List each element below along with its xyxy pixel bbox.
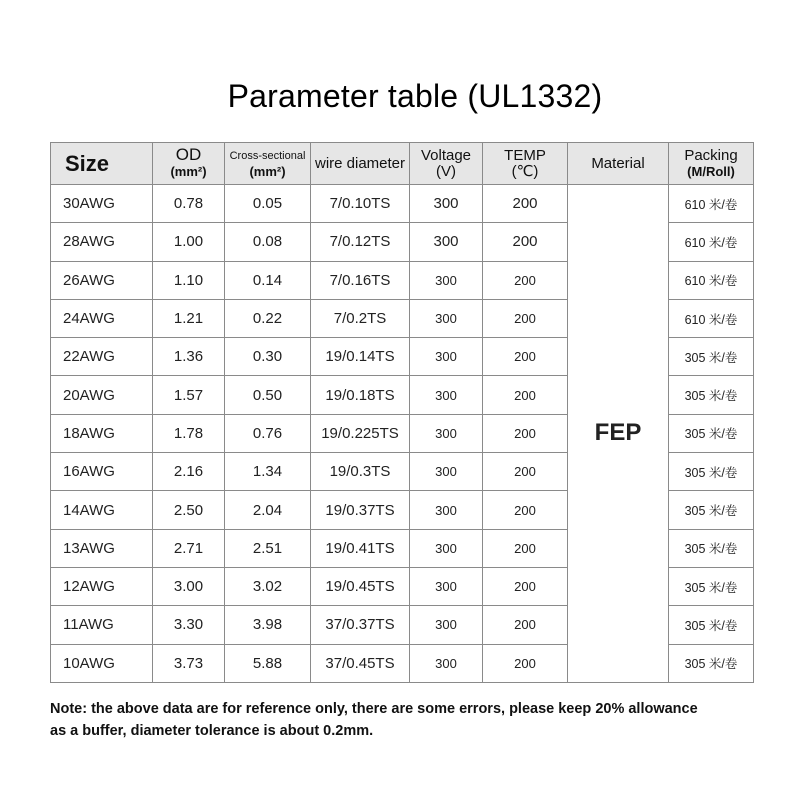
cell-cross: 2.04: [225, 491, 311, 529]
header-temp-unit: (℃): [511, 162, 539, 180]
cell-od: 1.57: [153, 376, 225, 414]
cell-cross: 3.98: [225, 606, 311, 644]
cell-temp: 200: [483, 185, 568, 223]
cell-cross: 0.22: [225, 299, 311, 337]
cell-size: 26AWG: [51, 261, 153, 299]
page-title: Parameter table (UL1332): [227, 78, 603, 114]
cell-size: 24AWG: [51, 299, 153, 337]
header-material: Material: [568, 143, 669, 185]
cell-voltage: 300: [410, 185, 483, 223]
cell-cross: 1.34: [225, 453, 311, 491]
cell-voltage: 300: [410, 606, 483, 644]
cell-cross: 0.30: [225, 338, 311, 376]
cell-size: 16AWG: [51, 453, 153, 491]
cell-cross: 5.88: [225, 644, 311, 682]
cell-packing: 610 米/卷: [669, 185, 754, 223]
cell-od: 1.10: [153, 261, 225, 299]
cell-temp: 200: [483, 491, 568, 529]
cell-size: 22AWG: [51, 338, 153, 376]
cell-cross: 0.14: [225, 261, 311, 299]
cell-temp: 200: [483, 606, 568, 644]
header-temp: [483, 143, 568, 185]
cell-packing: 305 米/卷: [669, 606, 754, 644]
header-wire-diameter: wire diameter: [311, 143, 410, 185]
cell-od: 1.00: [153, 223, 225, 261]
table-row: [51, 185, 754, 223]
cell-wire: 7/0.10TS: [311, 185, 410, 223]
cell-voltage: 300: [410, 414, 483, 452]
cell-temp: 200: [483, 338, 568, 376]
cell-od: 1.21: [153, 299, 225, 337]
header-size: Size: [51, 143, 153, 185]
cell-voltage: 300: [410, 529, 483, 567]
cell-od: 2.16: [153, 453, 225, 491]
cell-wire: 19/0.41TS: [311, 529, 410, 567]
table-header-row: [51, 143, 754, 185]
cell-packing: 305 米/卷: [669, 644, 754, 682]
parameter-table: [50, 142, 754, 683]
header-packing-unit: (M/Roll): [687, 163, 735, 179]
cell-wire: 19/0.14TS: [311, 338, 410, 376]
header-cross-sectional: [225, 143, 311, 185]
cell-material: FEP: [568, 185, 669, 683]
cell-cross: 0.50: [225, 376, 311, 414]
cell-size: 14AWG: [51, 491, 153, 529]
header-packing: [669, 143, 754, 185]
cell-packing: 610 米/卷: [669, 299, 754, 337]
cell-wire: 19/0.18TS: [311, 376, 410, 414]
cell-temp: 200: [483, 567, 568, 605]
cell-size: 20AWG: [51, 376, 153, 414]
cell-od: 3.73: [153, 644, 225, 682]
cell-temp: 200: [483, 529, 568, 567]
cell-od: 2.71: [153, 529, 225, 567]
cell-cross: 3.02: [225, 567, 311, 605]
header-voltage-unit: (V): [436, 162, 456, 180]
note-line-2: as a buffer, diameter tolerance is about 0.2mm.: [50, 723, 374, 739]
cell-temp: 200: [483, 376, 568, 414]
cell-voltage: 300: [410, 299, 483, 337]
cell-size: 28AWG: [51, 223, 153, 261]
cell-packing: 305 米/卷: [669, 491, 754, 529]
header-voltage-label: Voltage: [420, 146, 472, 164]
cell-size: 13AWG: [51, 529, 153, 567]
cell-temp: 200: [483, 644, 568, 682]
note-line-1: Note: the above data are for reference only, there are some errors, please keep 20% allowance: [50, 701, 698, 717]
cell-cross: 2.51: [225, 529, 311, 567]
cell-packing: 305 米/卷: [669, 567, 754, 605]
cell-size: 18AWG: [51, 414, 153, 452]
cell-wire: 7/0.16TS: [311, 261, 410, 299]
cell-voltage: 300: [410, 223, 483, 261]
cell-od: 3.30: [153, 606, 225, 644]
cell-temp: 200: [483, 261, 568, 299]
header-packing-label: Packing: [684, 146, 738, 164]
cell-wire: 19/0.3TS: [311, 453, 410, 491]
cell-temp: 200: [483, 223, 568, 261]
cell-od: 1.36: [153, 338, 225, 376]
header-voltage: [410, 143, 483, 185]
cell-wire: 19/0.225TS: [311, 414, 410, 452]
cell-cross: 0.76: [225, 414, 311, 452]
header-temp-label: TEMP: [504, 146, 546, 164]
header-od-unit: (mm²): [170, 164, 207, 179]
cell-temp: 200: [483, 453, 568, 491]
cell-voltage: 300: [410, 644, 483, 682]
cell-temp: 200: [483, 414, 568, 452]
cell-voltage: 300: [410, 261, 483, 299]
cell-voltage: 300: [410, 567, 483, 605]
cell-wire: 37/0.37TS: [311, 606, 410, 644]
cell-size: 10AWG: [51, 644, 153, 682]
cell-od: 3.00: [153, 567, 225, 605]
cell-voltage: 300: [410, 376, 483, 414]
cell-packing: 610 米/卷: [669, 261, 754, 299]
cell-voltage: 300: [410, 338, 483, 376]
cell-od: 1.78: [153, 414, 225, 452]
cell-wire: 19/0.45TS: [311, 567, 410, 605]
cell-packing: 610 米/卷: [669, 223, 754, 261]
cell-packing: 305 米/卷: [669, 529, 754, 567]
cell-size: 12AWG: [51, 567, 153, 605]
header-od-label: OD: [175, 145, 202, 164]
header-od: [153, 143, 225, 185]
cell-cross: 0.05: [225, 185, 311, 223]
cell-od: 0.78: [153, 185, 225, 223]
cell-size: 30AWG: [51, 185, 153, 223]
cell-packing: 305 米/卷: [669, 376, 754, 414]
cell-wire: 37/0.45TS: [311, 644, 410, 682]
cell-wire: 7/0.12TS: [311, 223, 410, 261]
cell-voltage: 300: [410, 491, 483, 529]
header-cross-unit: (mm²): [249, 163, 286, 179]
cell-size: 11AWG: [51, 606, 153, 644]
header-cross-label: Cross-sectional: [229, 149, 306, 162]
cell-od: 2.50: [153, 491, 225, 529]
reference-note: [50, 698, 770, 742]
cell-voltage: 300: [410, 453, 483, 491]
cell-temp: 200: [483, 299, 568, 337]
cell-packing: 305 米/卷: [669, 414, 754, 452]
cell-packing: 305 米/卷: [669, 338, 754, 376]
cell-wire: 7/0.2TS: [311, 299, 410, 337]
cell-cross: 0.08: [225, 223, 311, 261]
cell-packing: 305 米/卷: [669, 453, 754, 491]
cell-wire: 19/0.37TS: [311, 491, 410, 529]
